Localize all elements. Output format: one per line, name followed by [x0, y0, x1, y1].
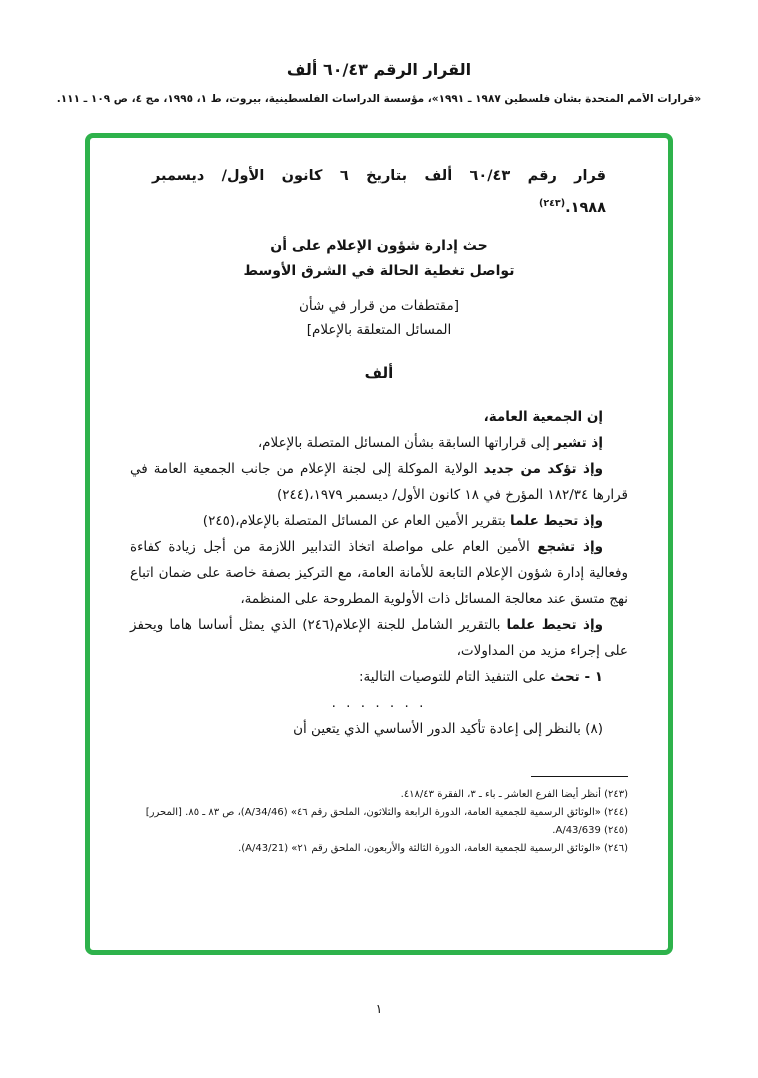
excerpt-note: [130, 294, 628, 342]
paragraph-lead: وإذ تحيط علما: [506, 616, 604, 633]
footnote-divider: [531, 776, 628, 777]
paragraph-lead: وإذ تؤكد من جديد: [483, 460, 603, 477]
ellipsis-line: . . . . . . .: [331, 694, 427, 711]
paragraph-text: إلى قراراتها السابقة بشأن المسائل المتصلة بالإعلام،: [257, 434, 555, 451]
paragraph-text: الأمين العام على مواصلة اتخاذ التدابير اللازمة من أجل زيادة كفاءة وفعالية إدارة شؤون الإعلام التابعة للأمانة العامة، مع التركيز بصفة خاصة على ضمان اتباع نهج متسق عند معالجة المسائل ذات الأولوية المطروحة على المنظمة،: [130, 538, 628, 607]
footnote: (٢٤٦) «الوثائق الرسمية للجمعية العامة، الدورة الثالثة والأربعون، الملحق رقم ٢١» (A/43/21).: [238, 842, 628, 854]
paragraph-text: (٨) بالنظر إلى إعادة تأكيد الدور الأساسي الذي يتعين أن: [293, 720, 603, 737]
resolution-title: [152, 162, 606, 222]
paragraph: [130, 430, 628, 456]
paragraph-text: على التنفيذ التام للتوصيات التالية:: [358, 668, 551, 685]
paragraph: [130, 716, 628, 742]
paragraph-lead: وإذ تشجع: [537, 538, 603, 555]
page-number: ١: [375, 1001, 383, 1016]
footnote: (٢٤٣) أنظر أيضا الفرع العاشر ـ باء ـ ٣، الفقرة ٤١٨/٤٣.: [400, 788, 628, 800]
paragraph: [130, 456, 628, 508]
paragraph: [130, 534, 628, 612]
paragraph-lead: وإذ تحيط علما: [510, 512, 603, 529]
resolution-body: [130, 404, 628, 742]
section-heading: ألف: [364, 363, 394, 382]
paragraph-lead: ١ - تحث: [550, 668, 603, 685]
footnotes-section: [130, 776, 628, 858]
paragraph-lead: إذ تشير: [554, 434, 603, 451]
resolution-date: ١٩٨٨.: [565, 199, 606, 216]
footnote: (٢٤٥) A/43/639.: [552, 824, 628, 836]
paragraph: [130, 404, 628, 430]
citation-line: «قرارات الأمم المتحدة بشأن فلسطين ١٩٨٧ ـ ١٩٩١»، مؤسسة الدراسات الفلسطينية، بيروت، ط ١، ١٩٩٥، مج ٤، ص ١٠٩ ـ ١١١.: [56, 93, 702, 105]
paragraph-text: بالتقرير الشامل للجنة الإعلام(٢٤٦) الذي يمثل أساسا هاما ويحفز على إجراء مزيد من المداولات،: [130, 616, 628, 659]
paragraph-text: بتقرير الأمين العام عن المسائل المتصلة بالإعلام،(٢٤٥): [202, 512, 511, 529]
excerpt-note-line1: [مقتطفات من قرار في شأن: [298, 297, 460, 314]
resolution-subtitle-line2: تواصل تغطية الحالة في الشرق الأوسط: [243, 262, 515, 279]
resolution-subtitle: [130, 234, 628, 284]
highlight-border-box: [85, 133, 673, 955]
resolution-title-line1: قرار رقم ٦٠/٤٣ ألف بتاريخ ٦ كانون الأول/ ديسمبر: [152, 168, 607, 184]
excerpt-note-line2: المسائل المتعلقة بالإعلام]: [306, 321, 452, 338]
paragraph-lead: إن الجمعية العامة،: [483, 408, 603, 425]
resolution-title-line2: [152, 190, 606, 222]
resolution-subtitle-line1: حث إدارة شؤون الإعلام على أن: [270, 237, 488, 254]
paragraph: [130, 664, 628, 690]
page-title: القرار الرقم ٦٠/٤٣ ألف: [286, 60, 472, 79]
page-header: [0, 0, 758, 105]
paragraph: [130, 612, 628, 664]
paragraph-text: الولاية الموكلة إلى لجنة الإعلام من جانب الجمعية العامة في قرارها ١٨٢/٣٤ المؤرخ في ١٨ كانون الأول/ ديسمبر ١٩٧٩،(٢٤٤): [130, 460, 628, 503]
footnote: (٢٤٤) «الوثائق الرسمية للجمعية العامة، الدورة الرابعة والثلاثون، الملحق رقم ٤٦» (A/34/46)، ص ٨٣ ـ ٨٥. [المحرر]: [145, 806, 628, 818]
paragraph: [130, 508, 628, 534]
footnote-ref-243: (٢٤٣): [538, 198, 566, 209]
